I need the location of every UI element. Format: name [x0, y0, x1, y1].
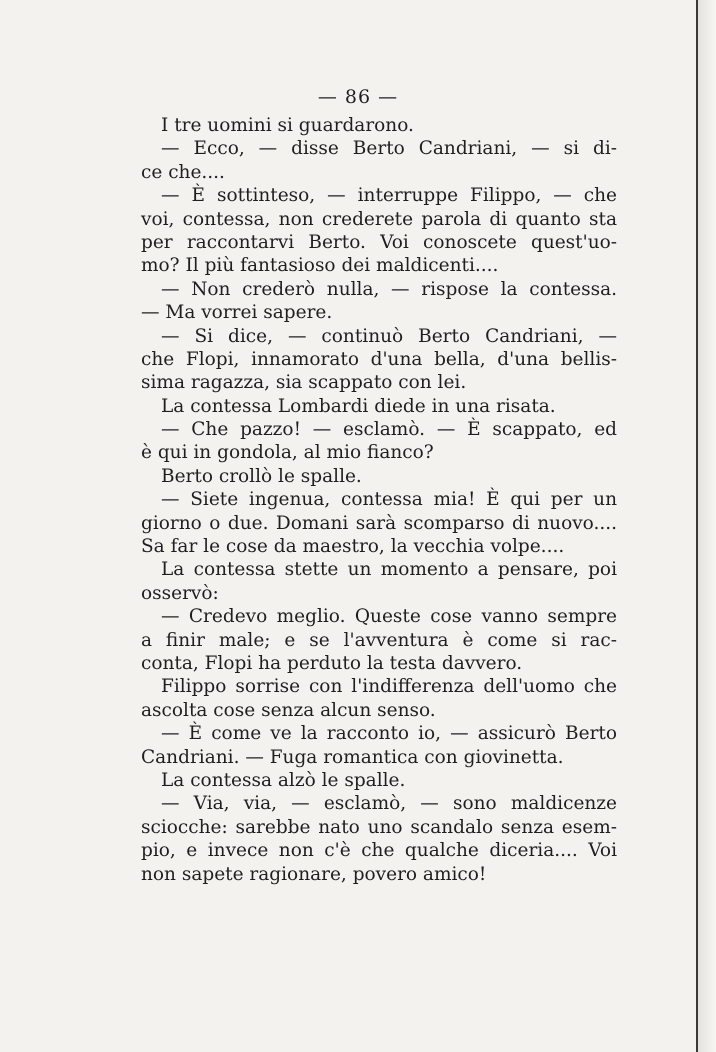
- page-number: — 86 —: [317, 86, 399, 108]
- text-line: I tre uomini si guardarono.: [161, 115, 414, 136]
- text-line: Sa far le cose da maestro, la vecchia volpe....: [141, 536, 565, 558]
- text-line: — Non crederò nulla, — rispose la contessa.: [161, 278, 617, 300]
- text-line: sciocche: sarebbe nato uno scandalo senza esem-: [141, 816, 617, 838]
- text-line: è qui in gondola, al mio fianco?: [141, 442, 434, 464]
- text-line: Candriani. — Fuga romantica con giovinetta.: [141, 746, 564, 768]
- text-line: La contessa alzò le spalle.: [161, 769, 406, 791]
- text-line: ascolta cose senza alcun senso.: [141, 699, 436, 721]
- page-edge-shadow: [698, 0, 716, 1052]
- text-line: La contessa stette un momento a pensare, poi: [161, 559, 617, 581]
- text-line: osservò:: [141, 582, 219, 604]
- text-line: — Che pazzo! — esclamò. — È scappato, ed: [161, 419, 617, 441]
- text-line: — Ecco, — disse Berto Candriani, — si di-: [161, 138, 617, 160]
- text-line: — Siete ingenua, contessa mia! È qui per un: [161, 489, 617, 511]
- text-line: Berto crollò le spalle.: [161, 465, 362, 487]
- text-line: pio, e invece non c'è che qualche diceria.... Voi: [141, 840, 617, 862]
- text-line: mo? Il più fantasioso dei maldicenti....: [141, 255, 499, 277]
- text-line: ce che....: [141, 161, 225, 183]
- text-line: — Si dice, — continuò Berto Candriani, —: [161, 325, 617, 347]
- body-text: [141, 114, 617, 886]
- text-line: a finir male; e se l'avventura è come si rac-: [141, 629, 617, 651]
- text-line: — È sottinteso, — interruppe Filippo, — che: [161, 185, 617, 207]
- text-line: sima ragazza, sia scappato con lei.: [141, 372, 467, 394]
- text-line: non sapete ragionare, povero amico!: [141, 863, 487, 885]
- text-line: giorno o due. Domani sarà scomparso di nuovo....: [141, 512, 617, 534]
- text-line: Filippo sorrise con l'indifferenza dell'uomo che: [161, 676, 617, 698]
- text-line: voi, contessa, non crederete parola di quanto sta: [141, 208, 617, 230]
- text-line: La contessa Lombardi diede in una risata.: [161, 395, 556, 417]
- text-line: — È come ve la racconto io, — assicurò Berto: [161, 723, 617, 745]
- text-line: conta, Flopi ha perduto la testa davvero.: [141, 652, 523, 674]
- text-line: — Credevo meglio. Queste cose vanno sempre: [161, 606, 617, 628]
- text-line: — Via, via, — esclamò, — sono maldicenze: [161, 793, 617, 815]
- text-line: — Ma vorrei sapere.: [141, 302, 333, 324]
- page-edge: [696, 0, 698, 1052]
- text-line: che Flopi, innamorato d'una bella, d'una bellis-: [141, 348, 617, 370]
- text-line: per raccontarvi Berto. Voi conoscete quest'uo-: [141, 231, 617, 253]
